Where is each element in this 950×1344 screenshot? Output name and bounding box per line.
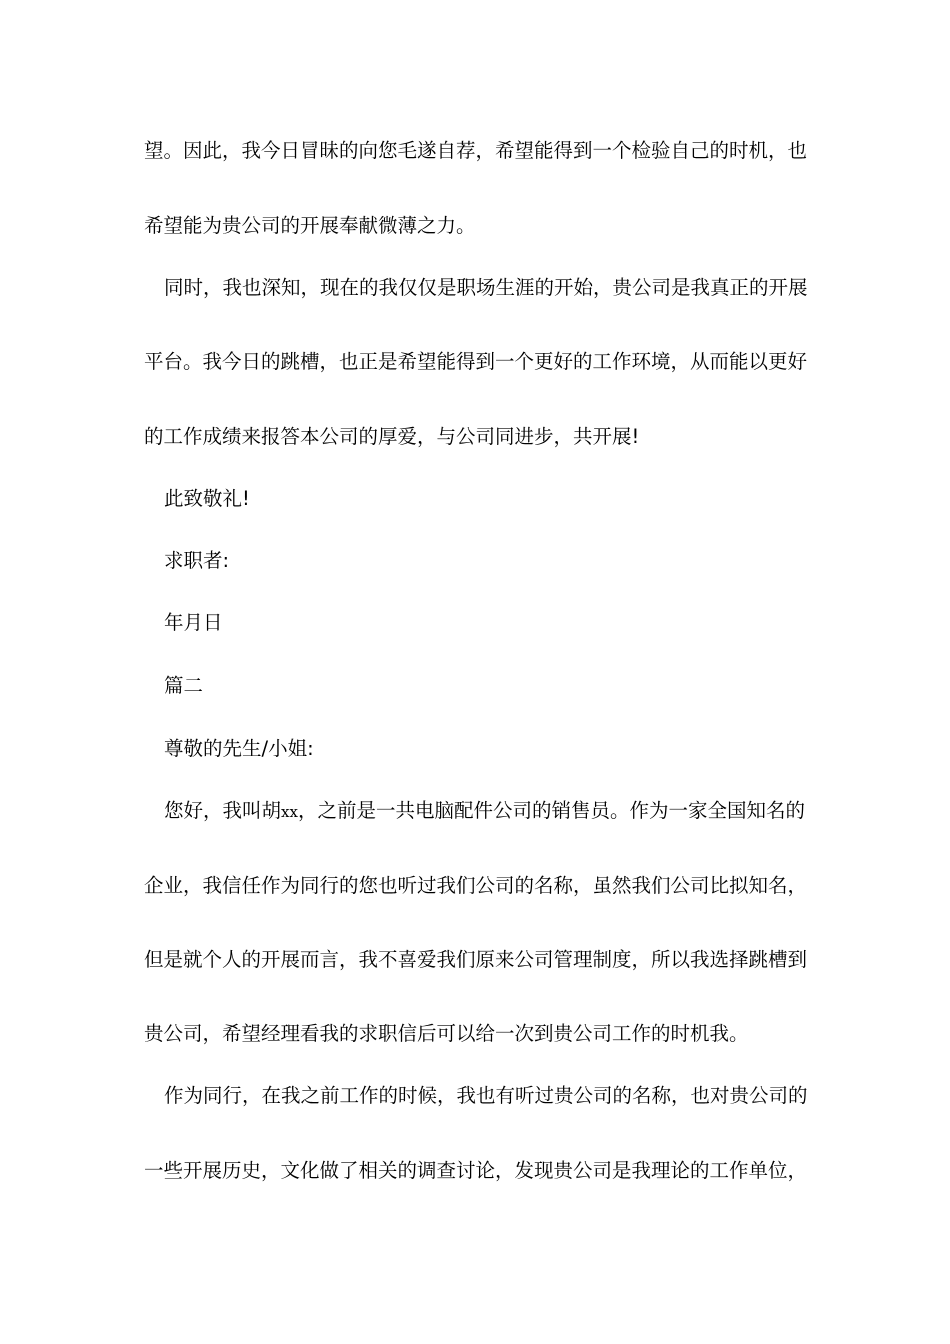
greeting-line: 尊敬的先生/小姐: <box>164 737 314 760</box>
closing-salutation: 此致敬礼! <box>164 487 250 510</box>
paragraph-line: 企业，我信任作为同行的您也听过我们公司的名称，虽然我们公司比拟知名， <box>144 874 808 897</box>
paragraph-line: 的工作成绩来报答本公司的厚爱，与公司同进步，共开展! <box>144 425 640 448</box>
paragraph-line <box>164 798 824 825</box>
paragraph-text: 您好，我叫胡 <box>164 799 282 822</box>
paragraph-line: 贵公司，希望经理看我的求职信后可以给一次到贵公司工作的时机我。 <box>144 1022 749 1045</box>
paragraph-line: 但是就个人的开展而言，我不喜爱我们原来公司管理制度，所以我选择跳槽到 <box>144 948 808 971</box>
paragraph-line: 平台。我今日的跳槽，也正是希望能得到一个更好的工作环境，从而能以更好 <box>144 350 808 373</box>
paragraph-line: 作为同行，在我之前工作的时候，我也有听过贵公司的名称，也对贵公司的 <box>164 1084 808 1107</box>
applicant-signature-label: 求职者: <box>164 549 230 572</box>
name-placeholder: xx <box>281 803 298 821</box>
paragraph-line: 同时，我也深知，现在的我仅仅是职场生涯的开始，贵公司是我真正的开展 <box>164 276 808 299</box>
date-line: 年月日 <box>164 611 223 634</box>
paragraph-line: 希望能为贵公司的开展奉献微薄之力。 <box>144 214 476 237</box>
paragraph-line: 一些开展历史，文化做了相关的调查讨论，发现贵公司是我理论的工作单位， <box>144 1159 808 1182</box>
paragraph-line: 望。因此，我今日冒昧的向您毛遂自荐，希望能得到一个检验自己的时机，也 <box>144 139 808 162</box>
section-heading: 篇二 <box>164 674 204 697</box>
paragraph-text: ，之前是一共电脑配件公司的销售员。作为一家全国知名的 <box>297 799 805 822</box>
